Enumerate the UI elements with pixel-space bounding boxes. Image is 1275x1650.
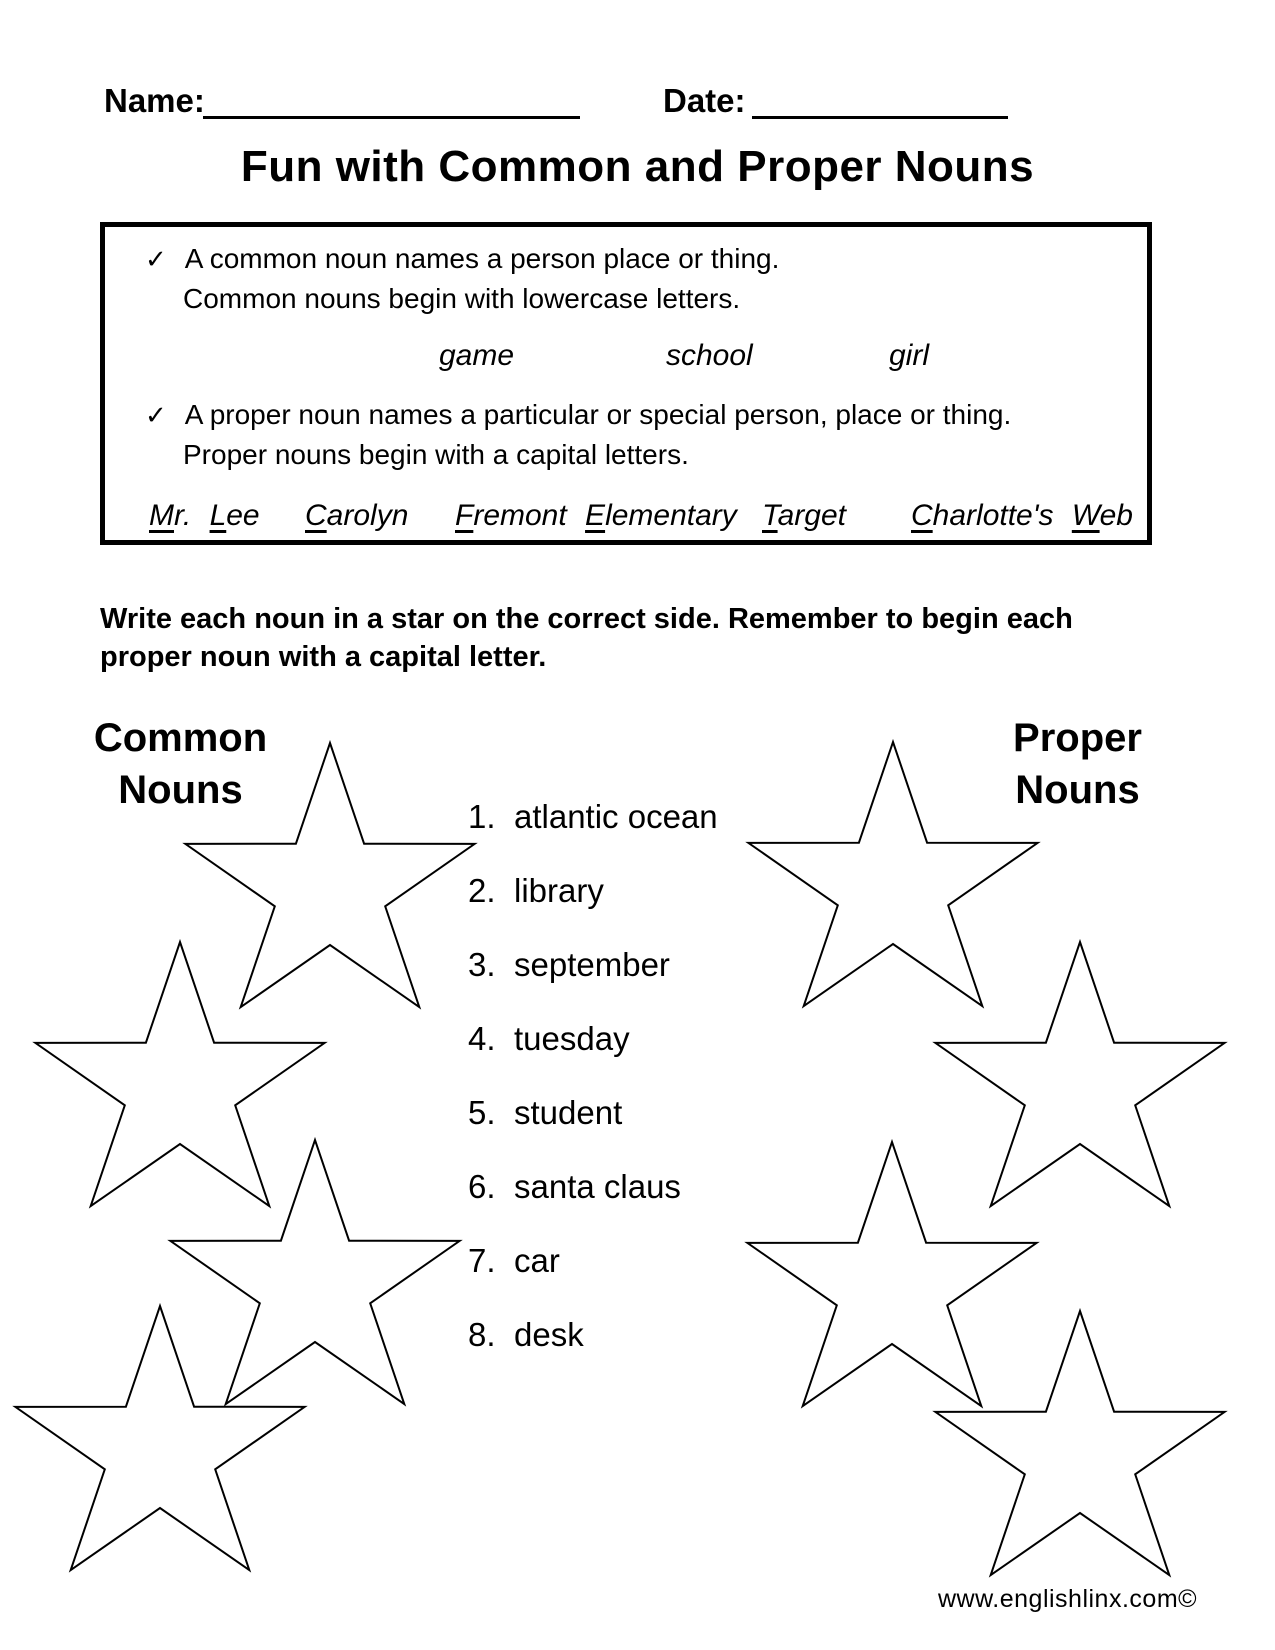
- proper-heading-line1: Proper: [1013, 716, 1142, 760]
- proper-example-mr-lee: [149, 499, 260, 533]
- common-rule-line1: A common noun names a person place or thing.: [184, 243, 780, 274]
- list-item-text: september: [514, 946, 670, 983]
- instructions: [100, 600, 1073, 676]
- example-word-rest: arolyn: [326, 499, 409, 532]
- list-item: [468, 928, 718, 1002]
- instructions-line1: Write each noun in a star on the correct side. Remember to begin each: [100, 603, 1073, 635]
- list-item: [468, 1298, 718, 1372]
- rules-box: [100, 222, 1152, 545]
- list-item-number: 2.: [468, 872, 496, 909]
- example-word-rest: ee: [226, 499, 260, 532]
- date-blank-line: [752, 76, 1008, 119]
- example-word-rest: remont: [473, 499, 567, 532]
- proper-example-carolyn: [305, 499, 408, 533]
- list-item-number: 4.: [468, 1020, 496, 1057]
- list-item: [468, 854, 718, 928]
- list-item-number: 7.: [468, 1242, 496, 1279]
- list-item-number: 5.: [468, 1094, 496, 1131]
- list-item-number: 1.: [468, 798, 496, 835]
- list-item-number: 8.: [468, 1316, 496, 1353]
- example-word-rest: lementary: [605, 499, 737, 532]
- proper-rule-line1: A proper noun names a particular or special person, place or thing.: [184, 399, 1012, 430]
- list-item-text: library: [514, 872, 604, 909]
- example-word-rest: harlotte's: [932, 499, 1054, 532]
- list-item-text: student: [514, 1094, 623, 1131]
- underlined-capital: W: [1071, 499, 1100, 532]
- list-item: [468, 780, 718, 854]
- name-blank-line: [203, 76, 580, 119]
- underlined-capital: L: [209, 499, 227, 532]
- common-example-game: game: [439, 339, 515, 372]
- proper-rule-line2: Proper nouns begin with a capital letters.: [183, 439, 689, 470]
- example-word-rest: r.: [174, 499, 192, 532]
- date-label: Date:: [663, 82, 746, 119]
- star-outline-common-4: [0, 1302, 320, 1602]
- check-icon: ✓: [145, 245, 167, 275]
- underlined-capital: E: [585, 499, 606, 532]
- proper-heading-line2: Nouns: [1015, 768, 1140, 812]
- list-item: [468, 1224, 718, 1298]
- proper-example-target: [762, 499, 846, 533]
- common-example-school: school: [666, 339, 753, 372]
- list-item-text: atlantic ocean: [514, 798, 718, 835]
- list-item-number: 3.: [468, 946, 496, 983]
- example-word-rest: eb: [1099, 499, 1133, 532]
- list-item-text: santa claus: [514, 1168, 681, 1205]
- common-heading-line1: Common: [93, 716, 268, 760]
- proper-example-fremont-elementary: [455, 499, 737, 533]
- check-icon: ✓: [145, 401, 167, 431]
- list-item-text: tuesday: [514, 1020, 630, 1057]
- common-rule-line2: Common nouns begin with lowercase letters.: [183, 283, 741, 314]
- underlined-capital: M: [149, 499, 174, 532]
- site-credit: www.englishlinx.com©: [938, 1585, 1198, 1613]
- common-example-girl: girl: [889, 339, 930, 372]
- list-item: [468, 1150, 718, 1224]
- common-heading-line2: Nouns: [118, 768, 243, 812]
- example-word-rest: arget: [777, 499, 846, 532]
- list-item: [468, 1002, 718, 1076]
- common-noun-rule: [145, 243, 779, 275]
- list-item: [468, 1076, 718, 1150]
- noun-list: [468, 780, 718, 1372]
- underlined-capital: T: [762, 499, 778, 532]
- underlined-capital: C: [305, 499, 327, 532]
- star-outline-proper-4: [920, 1307, 1240, 1607]
- name-label: Name:: [104, 82, 205, 119]
- list-item-text: desk: [514, 1316, 584, 1353]
- page-title: Fun with Common and Proper Nouns: [240, 142, 1035, 191]
- underlined-capital: C: [911, 499, 933, 532]
- proper-noun-rule: [145, 399, 1011, 431]
- list-item-number: 6.: [468, 1168, 496, 1205]
- instructions-line2: proper noun with a capital letter.: [100, 641, 547, 673]
- proper-example-charlottes-web: [911, 499, 1133, 533]
- underlined-capital: F: [455, 499, 474, 532]
- list-item-text: car: [514, 1242, 560, 1279]
